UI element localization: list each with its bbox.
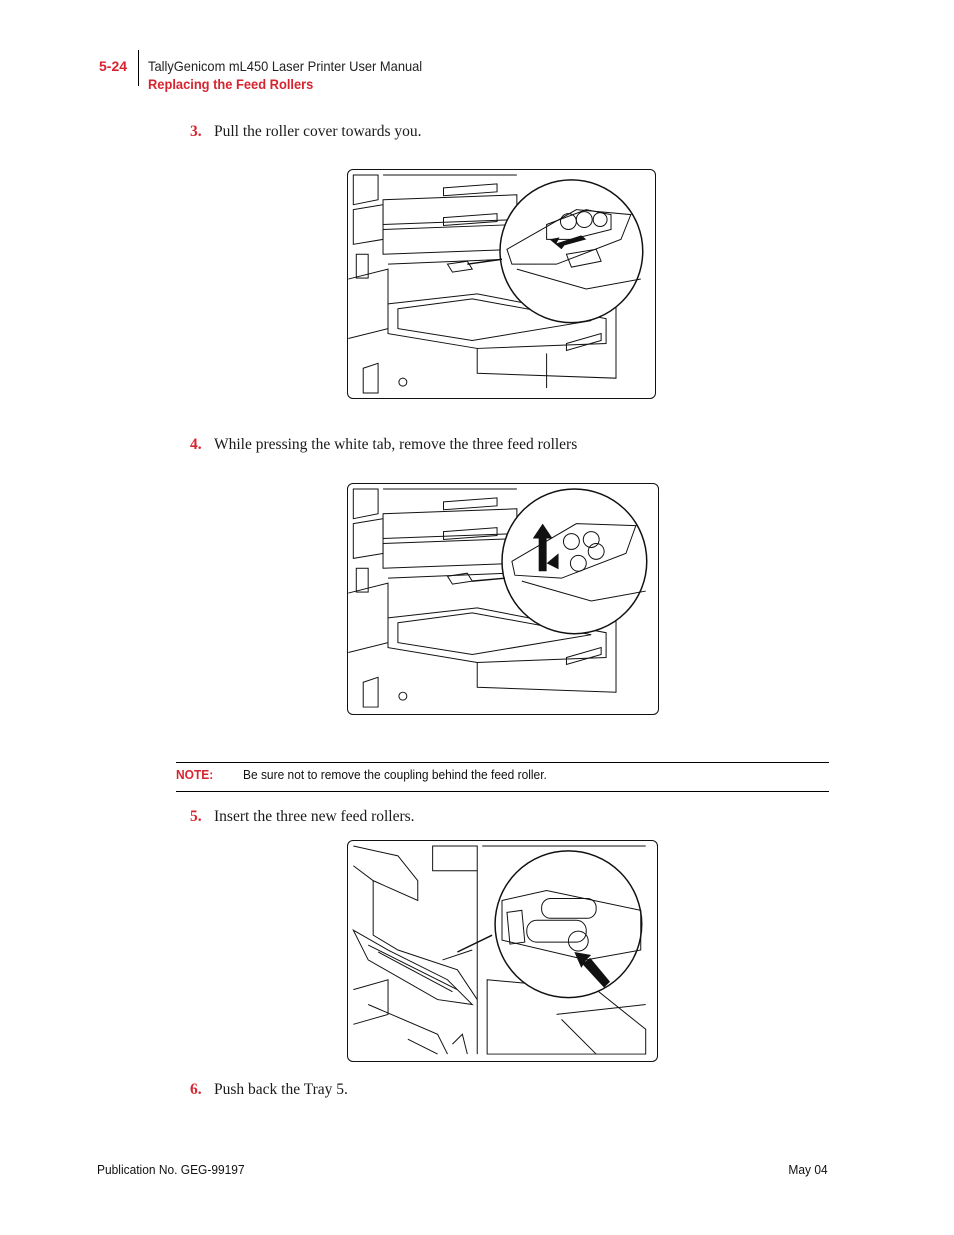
printer-illustration-3 bbox=[348, 841, 657, 1061]
step-4-text: While pressing the white tab, remove the three feed rollers bbox=[214, 436, 578, 453]
step-6 bbox=[190, 1081, 348, 1099]
note-bottom-rule bbox=[176, 791, 829, 792]
page-number: 5-24 bbox=[99, 58, 128, 74]
figure-pull-roller-cover bbox=[347, 169, 656, 399]
figure-remove-feed-rollers bbox=[347, 483, 659, 715]
step-6-text: Push back the Tray 5. bbox=[214, 1081, 348, 1098]
step-4 bbox=[190, 436, 577, 454]
footer-date: May 04 bbox=[788, 1162, 828, 1177]
step-4-number: 4. bbox=[190, 436, 202, 453]
step-6-number: 6. bbox=[190, 1081, 202, 1098]
step-3-text: Pull the roller cover towards you. bbox=[214, 123, 422, 140]
manual-title: TallyGenicom mL450 Laser Printer User Manual bbox=[148, 58, 423, 74]
step-5-number: 5. bbox=[190, 808, 202, 825]
printer-illustration-2 bbox=[348, 484, 658, 714]
step-5-text: Insert the three new feed rollers. bbox=[214, 808, 415, 825]
section-title: Replacing the Feed Rollers bbox=[148, 76, 314, 92]
header-divider bbox=[138, 50, 139, 86]
step-3-number: 3. bbox=[190, 123, 202, 140]
note-top-rule bbox=[176, 762, 829, 763]
note-label: NOTE: bbox=[176, 767, 214, 782]
figure-insert-feed-rollers bbox=[347, 840, 658, 1062]
step-3 bbox=[190, 123, 421, 141]
printer-illustration-1 bbox=[348, 170, 655, 398]
footer-publication: Publication No. GEG-99197 bbox=[97, 1162, 245, 1177]
note-text: Be sure not to remove the coupling behind the feed roller. bbox=[243, 767, 547, 782]
step-5 bbox=[190, 808, 415, 826]
